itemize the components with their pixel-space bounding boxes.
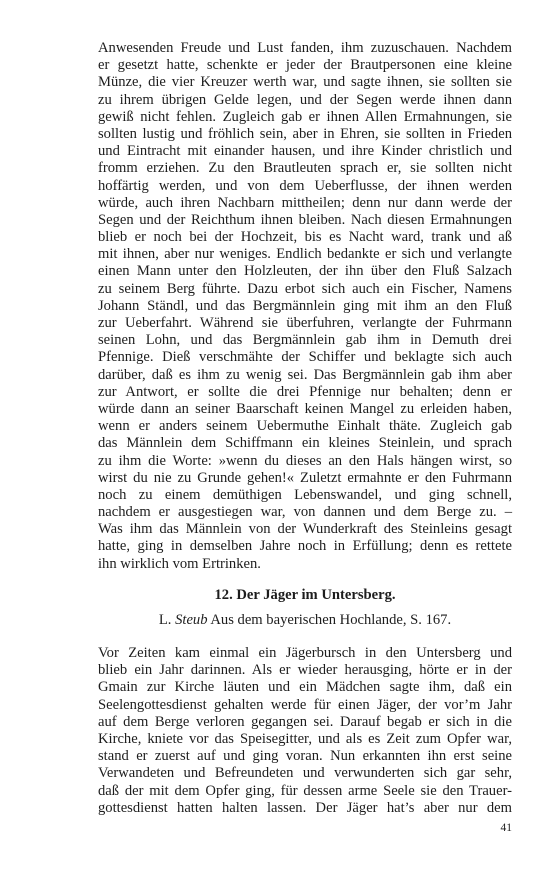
source-title: Aus dem bayerischen Hochlande, S. 167. [207,612,452,628]
source-author: Steub [175,612,208,628]
text-line: ihn wirklich vom Ertrinken. [98,555,261,572]
text-line: seinen Lohn, und das Bergmännlein gab ihm in Demuth drei [98,332,512,349]
text-line: einen Mann unter den Holzleuten, der ihn über den Fluß Salzach [98,263,512,280]
text-line: gewiß nicht fehlen. Zugleich gab er ihnen Allen Ermahnungen, sie [98,108,512,125]
text-line: sollten lustig und fröhlich sein, aber in Ehren, sie sollten in Frieden [98,125,512,142]
text-line: fromm erziehen. Zu den Brautleuten sprach er, sie sollten nicht [98,160,512,177]
text-line: Johann Ständl, und das Bergmännlein ging mit ihm an den Fluß [98,297,512,314]
text-line: stand er zuerst auf und ging voran. Nun erkannten ihn erst seine [98,748,512,765]
text-line: noch zu einem demüthigen Lebenswandel, und ging schnell, [98,486,512,503]
text-line: auf dem Berge verloren gegangen sei. Darauf begab er sich in die [98,713,512,730]
text-line: würde, auch ihren Nachbarn mittheilen; denn nur dann werde der [98,194,512,211]
text-line: Münze, die vier Kreuzer werth war, und sagte ihnen, sie sollten sie [98,74,512,91]
text-line: Pfennige. Dieß verschmähte der Schiffer und beklagte sich auch [98,349,512,366]
text-line: Vor Zeiten kam einmal ein Jägerbursch in den Untersberg und [98,645,512,661]
text-line: zur Ueberfahrt. Während sie überfuhren, verlangte der Fuhrmann [98,315,512,331]
text-line: zu seinem Berg führte. Dazu erbot sich auch ein Fischer, Namens [98,280,512,297]
text-line: hoffärtig werden, und von dem Ueberflusse, der ihnen werden [98,177,512,194]
text-line: Anwesenden Freude und Lust fanden, ihm zuzuschauen. Nachdem [98,40,512,56]
text-line: wirst du nie zu Grunde gehen!« Zuletzt ermahnte er den Fuhrmann [98,469,512,486]
text-line: Segen und der Reichthum ihnen bleiben. Nach diesen Ermahnungen [98,211,512,228]
text-line: darüber, daß es ihm zu wenig sei. Das Bergmännlein gab ihm aber [98,366,512,383]
text-line: er gesetzt hatte, schenkte er jeder der Brautpersonen eine kleine [98,57,512,74]
text-line: zu ihrem übrigen Gelde legen, und der Segen werde ihnen dann [98,91,512,108]
text-line: würde dann an seiner Baarschaft keinen Mangel zu erleiden haben, [98,400,512,417]
text-line: Kirche, kniete vor das Speisegitter, und als es Zeit zum Opfer war, [98,730,512,747]
text-line: Gmain zur Kirche läuten und ein Mädchen sagte ihm, daß ein [98,679,512,696]
text-line: das Männlein dem Schiffmann ein kleines Steinlein, und sprach [98,435,512,452]
text-line: und Eintracht mit einander hausen, und ihre Kinder christlich und [98,143,512,160]
text-line: blieb ein Jahr darinnen. Als er wieder herausging, hörte er in der [98,662,512,679]
text-line: blieb er noch bei der Hochzeit, bis es Nacht ward, trank und aß [98,229,512,246]
text-line: Verwandeten und Befreundeten und verwunderten sich gar sehr, [98,765,512,782]
text-line: zu ihm die Worte: »wenn du dieses an den Hals hängen wirst, so [98,452,512,469]
text-line: wenn er anders seinem Uebermuthe Einhalt thäte. Zugleich gab [98,418,512,435]
text-line: nachdem er ausgestiegen war, von dannen und dem Berge zu. – [98,504,512,521]
text-line: daß der mit dem Opfer ging, für dessen arme Seele sie den Trauer- [98,782,512,799]
source-citation [98,611,512,629]
paragraph-continued [98,40,512,573]
text-line: zur Antwort, er sollte die drei Pfennige nur behalten; denn er [98,383,512,400]
text-line: Was ihm das Männlein von der Wunderkraft des Steinleins gesagt [98,521,512,538]
text-line: mit ihnen, aber nur weniges. Endlich bedankte er sich und verlangte [98,246,512,263]
text-line: Seelengottesdienst gehalten werde für einen Jäger, der vor’m Jahr [98,696,512,713]
source-prefix: L. [158,612,176,628]
text-line: hatte, ging in demselben Jahre noch in Erfüllung; denn es rettete [98,538,512,555]
text-line: gottesdienst hatten halten lassen. Der Jäger hat’s aber nur dem [98,799,512,816]
section-heading: 12. Der Jäger im Untersberg. [214,587,396,603]
paragraph-story [98,645,512,817]
page-number: 41 [500,822,512,834]
